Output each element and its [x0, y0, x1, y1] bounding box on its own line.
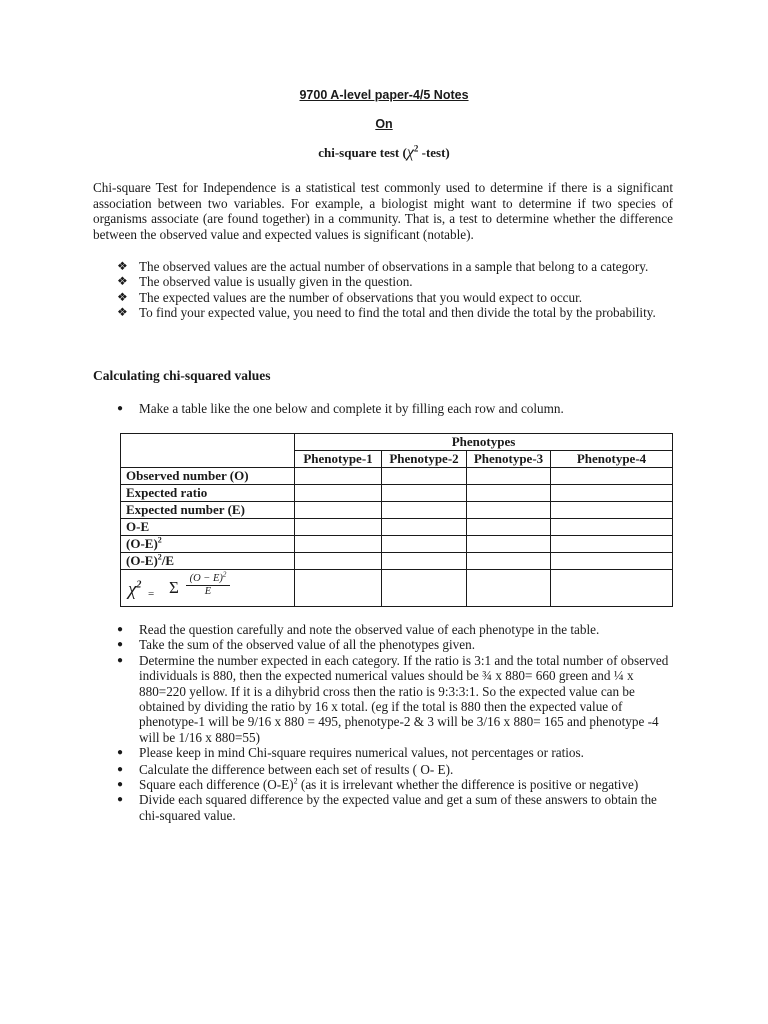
list-item	[117, 653, 677, 745]
table-cell[interactable]	[295, 553, 382, 570]
formula-numerator	[186, 570, 230, 586]
dot-bullet-icon: ●	[117, 624, 124, 635]
table-cell[interactable]	[467, 570, 551, 607]
dot-bullet-icon: ●	[117, 794, 124, 806]
dot-bullet-icon: ●	[117, 639, 124, 651]
column-header: Phenotype-4	[551, 451, 673, 468]
row-label-ratio: Expected ratio	[121, 485, 295, 502]
table-corner-cell	[121, 434, 295, 468]
table-cell[interactable]	[295, 519, 382, 536]
table-cell[interactable]	[551, 570, 673, 607]
column-header: Phenotype-1	[295, 451, 382, 468]
dot-bullet-icon: ●	[117, 654, 124, 666]
step-text: Calculate the difference between each set of results ( O- E).	[139, 761, 454, 777]
table-cell[interactable]	[467, 536, 551, 553]
table-cell[interactable]	[551, 485, 673, 502]
list-item	[117, 305, 673, 320]
definition-text: The observed values are the actual number of observations in a sample that belong to a category.	[139, 259, 649, 274]
exponent: 2	[222, 570, 227, 579]
chi-symbol: χ	[128, 579, 137, 600]
list-item	[117, 274, 673, 289]
instruction-list	[117, 401, 677, 416]
row-label-difference: O-E	[121, 519, 295, 536]
steps-list	[117, 622, 677, 823]
section-heading: Calculating chi-squared values	[93, 368, 271, 383]
table-cell[interactable]	[382, 570, 467, 607]
table-cell[interactable]	[551, 553, 673, 570]
step-text: Please keep in mind Chi-square requires numerical values, not percentages or ratios.	[139, 745, 584, 761]
step-text: Determine the number expected in each category. If the ratio is 3:1 and the total number of observed individuals is 880, then the expected numerical values should be ¾ x 880= 660 green and ¼ x 880=220 yellow. If it is a dihybrid cross then the ratio is 9:3:3:1. So the expected value can be obtained by dividing the ratio by 16 x total. (eg if the total is 880 then the expected value of phenotype-1 will be 9/16 x 880 = 495, phenotype-2 & 3 will be 3/16 x 880= 165 and phenotype -4 will be 1/16 x 880=55)	[139, 652, 669, 745]
subtitle-text-post: -test)	[418, 145, 450, 160]
list-item	[117, 259, 673, 274]
diamond-bullet-icon: ❖	[117, 259, 128, 273]
row-label-observed: Observed number (O)	[121, 468, 295, 485]
table-cell[interactable]	[467, 502, 551, 519]
exponent: 2	[157, 535, 162, 545]
table-cell[interactable]	[295, 468, 382, 485]
table-row	[121, 570, 673, 607]
phenotypes-group-header: Phenotypes	[295, 434, 673, 451]
intro-paragraph: Chi-square Test for Independence is a statistical test commonly used to determine if there is a significant association between two variables. For example, a biologist might want to determine if two species of organisms associate (are found together) in a community. That is, a test to determine whether the difference between the observed value and expected values is significant (notable).	[93, 180, 673, 242]
document-title: 9700 A-level paper-4/5 Notes	[299, 88, 469, 102]
table-row	[121, 485, 673, 502]
row-label-text: (O-E)	[126, 536, 158, 551]
table-cell[interactable]	[295, 570, 382, 607]
chi-exponent: 2	[413, 143, 419, 154]
list-item	[117, 745, 677, 760]
table-cell[interactable]	[382, 502, 467, 519]
document-subtitle	[0, 144, 768, 162]
definition-text: To find your expected value, you need to find the total and then divide the total by the probability.	[139, 305, 656, 321]
table-row	[121, 434, 673, 451]
list-item	[117, 777, 677, 792]
table-cell[interactable]	[551, 468, 673, 485]
chi-square-formula	[126, 570, 289, 606]
row-label-tail: /E	[161, 553, 175, 568]
table-cell[interactable]	[551, 519, 673, 536]
instruction-text: Make a table like the one below and complete it by filling each row and column.	[139, 401, 564, 416]
table-cell[interactable]	[467, 519, 551, 536]
row-label-text: (O-E)	[126, 553, 158, 568]
definitions-list	[117, 259, 673, 321]
table-row	[121, 536, 673, 553]
table-cell[interactable]	[382, 536, 467, 553]
exponent: 2	[293, 776, 298, 786]
table-row	[121, 519, 673, 536]
row-label-squared	[121, 536, 295, 553]
definition-text: The expected values are the number of observations that you would expect to occur.	[139, 289, 583, 305]
chi-symbol: χ	[406, 144, 414, 161]
formula-fraction	[186, 570, 230, 597]
list-item	[117, 401, 677, 416]
step-text: Read the question carefully and note the observed value of each phenotype in the table.	[139, 622, 600, 637]
table-row	[121, 553, 673, 570]
dot-bullet-icon: ●	[117, 747, 124, 759]
step-text-pre: Square each difference (O-E)	[139, 777, 294, 793]
table-cell[interactable]	[382, 485, 467, 502]
exponent: 2	[136, 579, 142, 591]
table-cell[interactable]	[382, 519, 467, 536]
list-item	[117, 622, 677, 637]
table-cell[interactable]	[295, 536, 382, 553]
numerator-text: (O − E)	[189, 573, 223, 584]
table-row	[121, 502, 673, 519]
table-cell[interactable]	[295, 502, 382, 519]
table-row	[121, 468, 673, 485]
dot-bullet-icon: ●	[117, 763, 124, 775]
list-item	[117, 792, 677, 823]
definition-text: The observed value is usually given in the question.	[139, 274, 413, 290]
table-cell[interactable]	[467, 468, 551, 485]
table-cell[interactable]	[467, 485, 551, 502]
row-label-squared-over-e	[121, 553, 295, 570]
table-cell[interactable]	[467, 553, 551, 570]
dot-bullet-icon: ●	[117, 403, 124, 414]
step-text: Divide each squared difference by the expected value and get a sum of these answers to obtain the chi-squared value.	[139, 792, 657, 823]
table-cell[interactable]	[551, 536, 673, 553]
table-cell[interactable]	[551, 502, 673, 519]
dot-bullet-icon: ●	[117, 779, 124, 791]
chi-square-table	[120, 433, 673, 607]
step-text: Take the sum of the observed value of all the phenotypes given.	[139, 637, 475, 653]
table-cell[interactable]	[382, 468, 467, 485]
diamond-bullet-icon: ❖	[117, 305, 128, 320]
subtitle-text-pre: chi-square test (	[318, 145, 407, 160]
chi-square-formula-cell	[121, 570, 295, 607]
diamond-bullet-icon: ❖	[117, 274, 128, 289]
table-cell[interactable]	[382, 553, 467, 570]
step-text-post: (as it is irrelevant whether the difference is positive or negative)	[297, 777, 639, 793]
list-item	[117, 637, 677, 652]
column-header: Phenotype-3	[467, 451, 551, 468]
column-header: Phenotype-2	[382, 451, 467, 468]
formula-denominator: E	[204, 586, 212, 597]
formula-equals: =	[148, 588, 155, 600]
formula-chi	[128, 579, 141, 601]
list-item	[117, 762, 677, 777]
row-label-expected: Expected number (E)	[121, 502, 295, 519]
document-on-label: On	[375, 117, 393, 131]
list-item	[117, 290, 673, 305]
sigma-symbol: Σ	[169, 578, 179, 597]
exponent: 2	[157, 552, 162, 562]
table-cell[interactable]	[295, 485, 382, 502]
diamond-bullet-icon: ❖	[117, 289, 128, 304]
